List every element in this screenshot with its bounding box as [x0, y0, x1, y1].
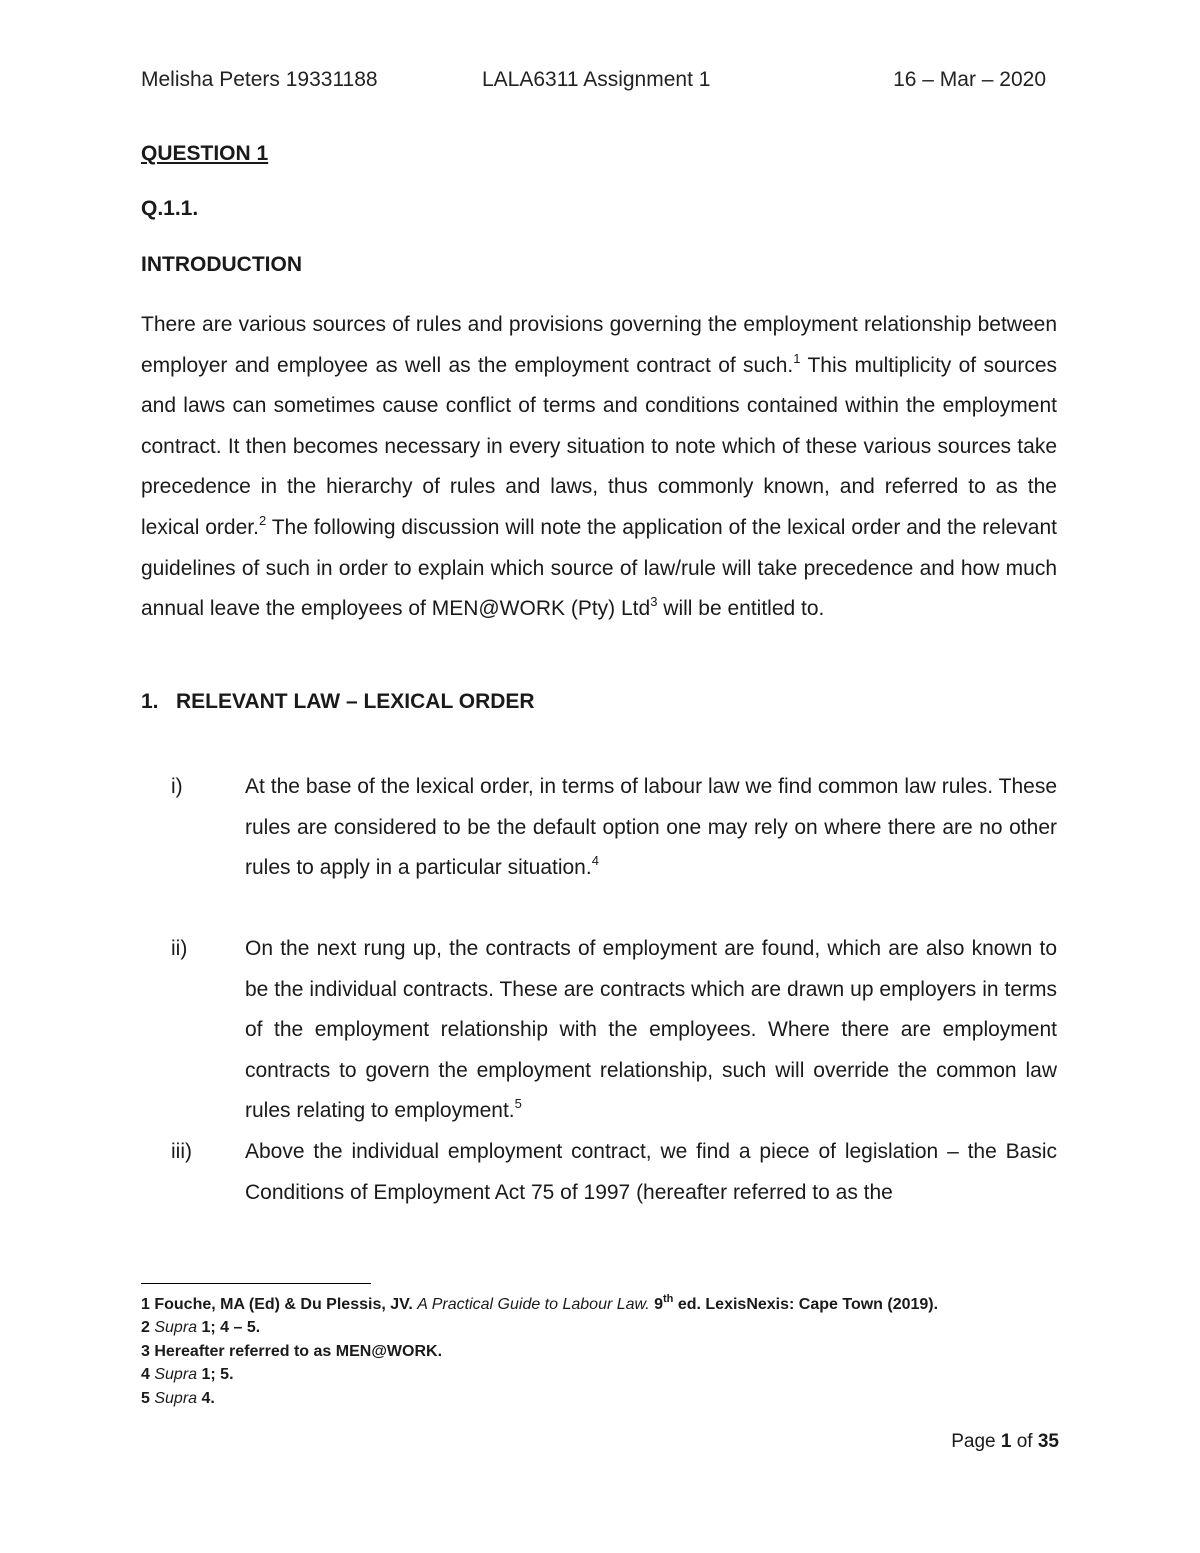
footnote-ref-5[interactable]: 5: [514, 1096, 522, 1112]
introduction-heading: INTRODUCTION: [141, 253, 302, 276]
subquestion-title: Q.1.1.: [141, 197, 199, 220]
header-date: 16 – Mar – 2020: [893, 68, 1046, 91]
footnote-2-reference: 1; 4 – 5.: [197, 1319, 261, 1337]
footnote-5-supra: Supra: [154, 1389, 198, 1407]
intro-text-part3: The following discussion will note the application of the lexical order and the relevant guidelines of such in order to explain which source of law/rule will take precedence and how much annual leave the employees of MEN@WORK (Pty) Ltd: [141, 515, 1057, 621]
list-item-text: [245, 767, 1057, 889]
footnote-5: [141, 1387, 938, 1410]
page-header: [141, 68, 1046, 100]
footnote-1-edition-suffix: th: [663, 1292, 674, 1305]
footnote-1-title: A Practical Guide to Labour Law.: [417, 1296, 650, 1313]
list-marker: i): [171, 775, 183, 798]
header-author: Melisha Peters 19331188: [141, 68, 378, 91]
list-item-text: [245, 1132, 1057, 1213]
page-number: [951, 1431, 1059, 1453]
question-title: QUESTION 1: [141, 142, 269, 165]
footnote-4-supra: Supra: [154, 1366, 198, 1384]
section-number: 1.: [141, 690, 159, 713]
introduction-paragraph: [141, 305, 1057, 630]
page-number-label: Page: [951, 1431, 1001, 1452]
footnote-ref-3[interactable]: 3: [650, 594, 658, 610]
footnote-separator: [141, 1283, 371, 1284]
footnote-1-publisher: ed. LexisNexis: Cape Town (2019).: [673, 1296, 939, 1313]
footnote-2: [141, 1316, 938, 1339]
footnote-2-number: 2: [141, 1319, 155, 1337]
footnote-4-number: 4: [141, 1366, 155, 1384]
footnote-1: [141, 1293, 938, 1316]
footnote-1-edition: 9: [649, 1296, 663, 1313]
footnote-ref-1[interactable]: 1: [793, 350, 801, 366]
page-number-total: 35: [1037, 1431, 1059, 1452]
page-number-of: of: [1011, 1431, 1038, 1452]
list-item-text: [245, 929, 1057, 1132]
footnote-4: [141, 1363, 938, 1386]
footnote-4-reference: 1; 5.: [197, 1366, 234, 1384]
footnote-5-reference: 4.: [197, 1389, 215, 1407]
intro-text-part4: will be entitled to.: [657, 597, 825, 621]
footnote-2-supra: Supra: [154, 1319, 198, 1337]
list-marker: ii): [171, 937, 188, 960]
footnote-ref-4[interactable]: 4: [591, 853, 599, 869]
footnotes: [141, 1293, 938, 1410]
list-marker: iii): [171, 1140, 192, 1163]
list-item-body: On the next rung up, the contracts of employment are found, which are also known to be the individual contracts. These are contracts which are drawn up employers in terms of the employment relationship with the employees. Where there are employment contracts to govern the employment relationship, such will override the common law rules relating to employment.: [245, 937, 1057, 1123]
intro-text-part2: This multiplicity of sources and laws can sometimes cause conflict of terms and conditions contained within the employment contract. It then becomes necessary in every situation to note which of these various sources take precedence in the hierarchy of rules and laws, thus commonly known, and referred to as the lexical order.: [141, 353, 1057, 539]
section-title: RELEVANT LAW – LEXICAL ORDER: [176, 690, 535, 713]
list-item-body: Above the individual employment contract, we find a piece of legislation – the Basic Conditions of Employment Act 75 of 1997 (hereafter referred to as the: [245, 1140, 1057, 1204]
footnote-1-authors: 1 Fouche, MA (Ed) & Du Plessis, JV.: [141, 1296, 418, 1313]
section-heading-relevant-law: [141, 690, 535, 714]
list-item-body: At the base of the lexical order, in terms of labour law we find common law rules. These rules are considered to be the default option one may rely on where there are no other rules to apply in a particular situation.: [245, 775, 1057, 880]
footnote-5-number: 5: [141, 1389, 155, 1407]
footnote-ref-2[interactable]: 2: [258, 512, 267, 528]
footnote-3: 3 Hereafter referred to as MEN@WORK.: [141, 1342, 443, 1360]
page-number-current: 1: [1000, 1431, 1012, 1452]
header-assignment: LALA6311 Assignment 1: [482, 68, 711, 91]
intro-text-part1: There are various sources of rules and provisions governing the employment relationship between employer and employee as well as the employment contract of such.: [141, 313, 1057, 377]
